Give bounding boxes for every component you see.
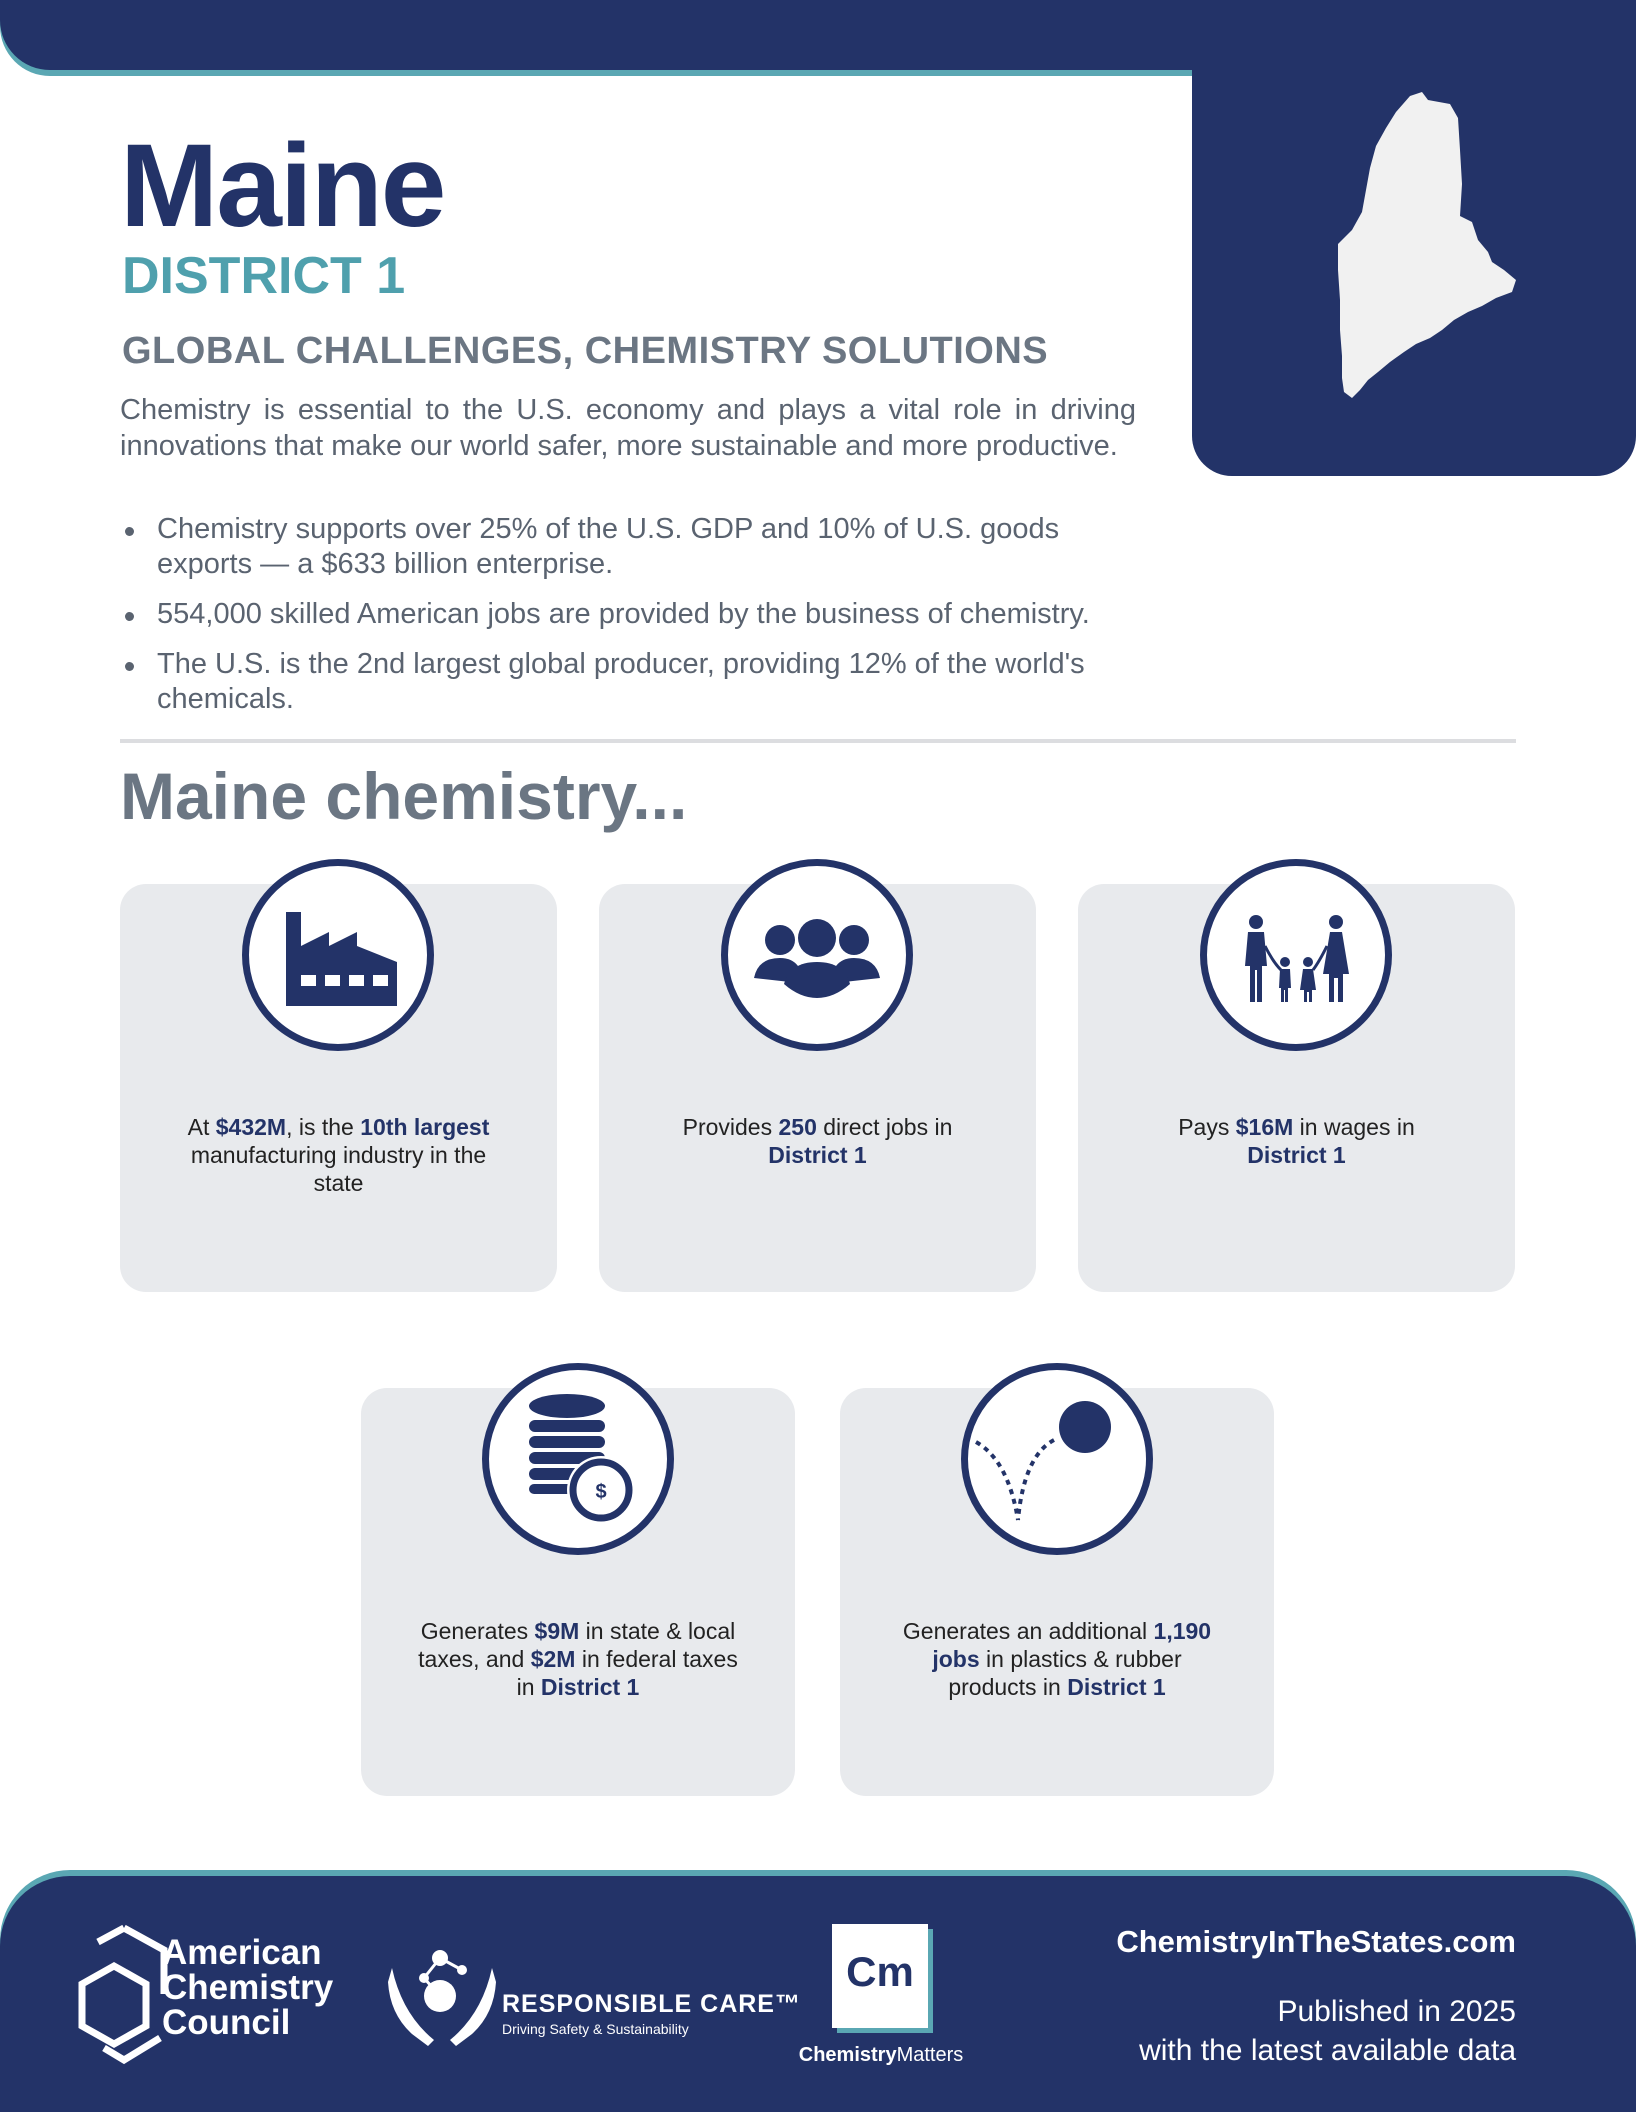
- ripple-effect-icon: [968, 1370, 1146, 1548]
- page-title: Maine: [120, 120, 445, 252]
- family-icon: [1207, 866, 1385, 1044]
- chemistry-matters-letters: Cm: [846, 1948, 914, 1995]
- icon-circle: [961, 1363, 1153, 1555]
- acc-logo-text: American Chemistry Council: [162, 1933, 334, 2042]
- icon-circle: [242, 859, 434, 1051]
- fact-item: 554,000 skilled American jobs are provided by the business of chemistry.: [120, 597, 1150, 632]
- people-group-icon: [728, 866, 906, 1044]
- district-label: DISTRICT 1: [122, 247, 406, 305]
- state-map-panel: [1192, 0, 1636, 476]
- stat-text-industry-rank: At $432M, is the 10th largest manufacturing industry in the state: [187, 1114, 490, 1196]
- coins-icon: [489, 1370, 667, 1548]
- fact-item: The U.S. is the 2nd largest global producer, providing 12% of the world's chemicals.: [120, 647, 1150, 717]
- fact-item: Chemistry supports over 25% of the U.S. GDP and 10% of U.S. goods exports — a $633 billion enterprise.: [120, 512, 1150, 582]
- fact-list: [120, 512, 1150, 732]
- responsible-care-hands-icon: [388, 1944, 496, 2046]
- responsible-care-title: RESPONSIBLE CARE™: [502, 1990, 801, 2018]
- intro-paragraph: Chemistry is essential to the U.S. economy and plays a vital role in driving innovations that make our world safer, more sustainable and more productive.: [120, 394, 1136, 462]
- responsible-care-tagline: Driving Safety & Sustainability: [502, 2021, 689, 2037]
- icon-circle: [482, 1363, 674, 1555]
- divider: [120, 739, 1516, 743]
- icon-circle: [1200, 859, 1392, 1051]
- stat-text-wages: Pays $16M in wages in District 1: [1178, 1114, 1415, 1168]
- chemistry-matters-caption: ChemistryMatters: [798, 2044, 964, 2066]
- website-link[interactable]: ChemistryInTheStates.com: [1116, 1924, 1516, 1959]
- state-chemistry-title: Maine chemistry...: [120, 759, 688, 833]
- acc-hexagon-logo-icon: [74, 1920, 174, 2070]
- stat-text-taxes: Generates $9M in state & local taxes, and $2M in federal taxes in District 1: [418, 1618, 738, 1700]
- icon-circle: [721, 859, 913, 1051]
- maine-map-icon: [1192, 0, 1636, 476]
- svg-text:$: $: [595, 1481, 607, 1503]
- stat-text-additional-jobs: Generates an additional 1,190 jobs in plastics & rubber products in District 1: [902, 1618, 1212, 1700]
- stat-text-direct-jobs: Provides 250 direct jobs in District 1: [682, 1114, 953, 1168]
- section-heading: GLOBAL CHALLENGES, CHEMISTRY SOLUTIONS: [122, 330, 1049, 372]
- publication-note: Published in 2025 with the latest available data: [1139, 1995, 1516, 2067]
- factory-icon: [249, 866, 427, 1044]
